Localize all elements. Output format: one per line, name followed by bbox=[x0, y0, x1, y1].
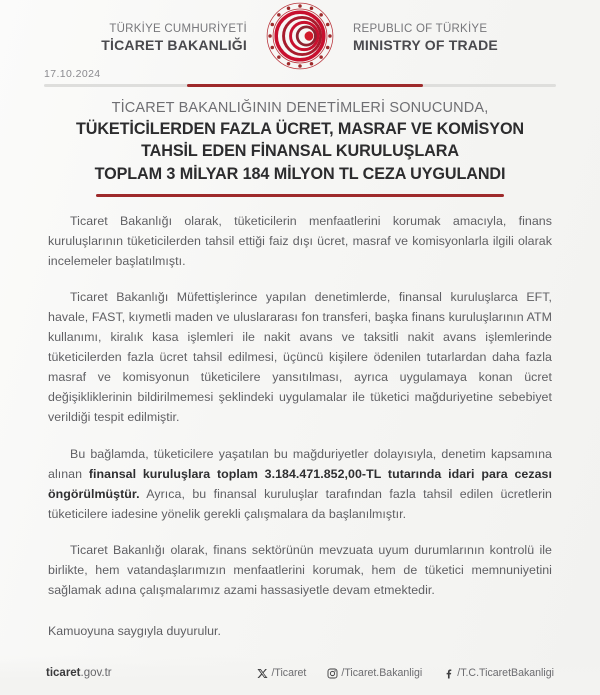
headline-line-3: TOPLAM 3 MİLYAR 184 MİLYON TL CEZA UYGULANDI bbox=[94, 164, 506, 183]
document-footer bbox=[0, 655, 600, 695]
ministry-label-turkish: TİCARET BAKANLIĞI bbox=[101, 36, 247, 53]
penalty-amount-highlight: finansal kuruluşlara toplam 3.184.471.852,00-TL tutarında idari para cezası öngörülmüştür. bbox=[48, 466, 552, 501]
social-link-x[interactable] bbox=[256, 667, 306, 679]
website-url-rest: .gov.tr bbox=[80, 667, 112, 679]
headline-line-1: TÜKETİCİLERDEN FAZLA ÜCRET, MASRAF VE KOMİSYON bbox=[75, 120, 525, 139]
ministry-name-turkish bbox=[57, 23, 247, 53]
body-paragraph-3 bbox=[48, 444, 552, 524]
closing-statement: Kamuoyuna saygıyla duyurulur. bbox=[48, 624, 221, 639]
body-paragraph-2: Ticaret Bakanlığı Müfettişlerince yapılan denetimlerde, finansal kuruluşlarca EFT, havale, FAST, kıymetli maden ve uluslararası fon transferi, başka finans kuruluşlarının ATM kullanımı, kiralık kasa işlemleri ile nakit avans ve taksitli nakit avans işlemlerinde tüketicilerden fazla ücret tahsil edilmesi, üçüncü kişilere ödenilen tutarlardan daha fazla masraf ve komisyonun tüketicilere yansıtılması, ayrıca uygulamaya konan ücret değişikliklerinin bildirilmemesi şeklindeki uygulamalar ile tüketici mağduriyetine sebebiyet verildiği tespit edilmiştir. bbox=[48, 289, 552, 425]
date-row bbox=[44, 68, 556, 87]
body-paragraph-1: Ticaret Bakanlığı olarak, tüketicilerin menfaatlerini korumak amacıyla, finans kuruluşlarının tüketicilerden tahsil ettiği faiz dışı ücret, masraf ve komisyonlarla ilgili olarak incelemeler başlatılmıştı. bbox=[48, 213, 552, 268]
document-masthead bbox=[0, 0, 600, 62]
headline-line-2: TAHSİL EDEN FİNANSAL KURULUŞLARA bbox=[141, 142, 459, 161]
website-url-bold: ticaret bbox=[46, 667, 81, 679]
social-links bbox=[256, 667, 554, 679]
social-handle-x: /Ticaret bbox=[271, 667, 307, 679]
top-divider-accent bbox=[187, 84, 423, 87]
ministry-name-english bbox=[353, 23, 543, 53]
facebook-icon bbox=[442, 667, 454, 679]
ministry-label-english: MINISTRY OF TRADE bbox=[353, 36, 498, 53]
body-paragraph-4: Ticaret Bakanlığı olarak, finans sektörünün mevzuata uyum durumlarının kontrolü ile birlikte, hem vatandaşlarımızın menfaatlerini korumak, hem de tüketici memnuniyetini sağlamak adına çalışmalarımız azami hassasiyetle devam etmektedir. bbox=[48, 542, 552, 598]
headline-block bbox=[30, 99, 570, 197]
republic-label-turkish: TÜRKİYE CUMHURİYETİ bbox=[109, 22, 247, 35]
turkish-ministry-emblem-icon bbox=[265, 1, 335, 71]
website-url[interactable] bbox=[46, 667, 112, 679]
headline-subtitle: TİCARET BAKANLIĞININ DENETİMLERİ SONUCUNDA, bbox=[111, 100, 489, 116]
social-link-instagram[interactable] bbox=[326, 667, 422, 679]
republic-label-english: REPUBLIC OF TÜRKİYE bbox=[353, 22, 488, 35]
instagram-icon bbox=[326, 667, 338, 679]
paragraph-3-text-lead: Bu bağlamda, tüketicilere yaşatılan bu mağduriyetler dolayısıyla, denetim kapsamına alınan bbox=[48, 446, 552, 481]
publication-date: 17.10.2024 bbox=[44, 68, 101, 80]
social-handle-facebook: /T.C.TicaretBakanligi bbox=[457, 667, 554, 679]
social-link-facebook[interactable] bbox=[442, 667, 554, 679]
social-handle-instagram: /Ticaret.Bakanligi bbox=[341, 667, 423, 679]
top-divider bbox=[44, 84, 556, 87]
x-twitter-icon bbox=[256, 667, 268, 679]
paragraph-3-text-tail: Ayrıca, bu finansal kuruluşlar tarafından fazla tahsil edilen ücretlerin tüketicilere iadesine yönelik gerekli çalışmalara da başlanılmıştır. bbox=[48, 486, 552, 521]
document-body bbox=[48, 197, 552, 642]
